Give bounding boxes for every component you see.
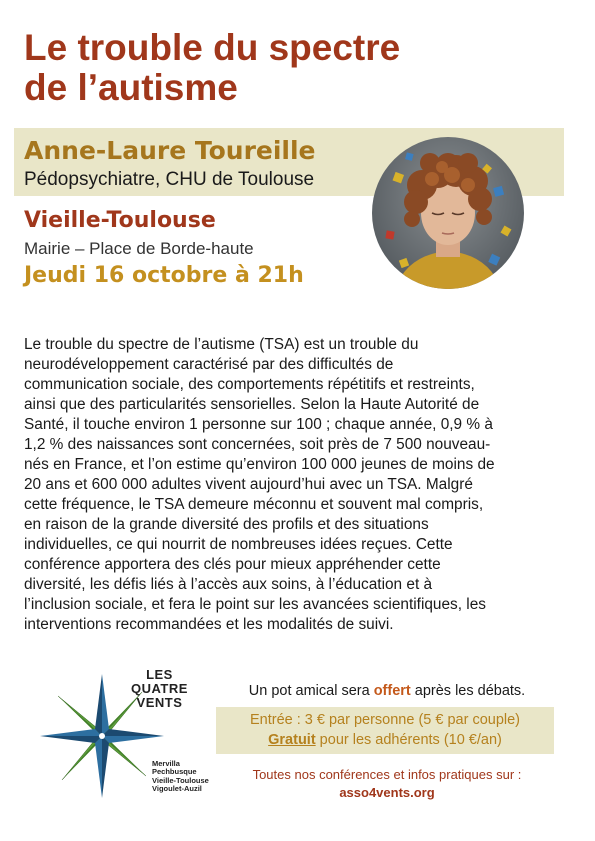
- description-line: nés en France, et l’on estime qu’environ 100 000 jeunes de moins de: [24, 456, 495, 473]
- description-line: individuelles, ce qui nourrit de nombreuses idées reçues. Cette: [24, 536, 453, 553]
- description-line: en raison de la grande diversité des profils et des situations: [24, 516, 429, 533]
- logo-town: Mervilla: [152, 759, 180, 768]
- description-line: 1,2 % des naissances sont concernées, soit près de 7 500 nouveau-: [24, 436, 491, 453]
- description-line: diversité, les défis liés à l’accès aux soins, à l’éducation et à: [24, 576, 433, 593]
- logo-line-3: VENTS: [136, 695, 183, 710]
- association-logo-wordmark: [131, 668, 188, 710]
- member-price-text: pour les adhérents (10 €/an): [315, 732, 502, 748]
- description-line: communication sociale, des comportements répétitifs et restreints,: [24, 376, 475, 393]
- description-line: 20 ans et 600 000 adultes vivent aujourd’hui avec un TSA. Malgré: [24, 476, 473, 493]
- logo-towns: [152, 760, 209, 794]
- website-link[interactable]: asso4vents.org: [339, 785, 435, 800]
- logo-town: Pechbusque: [152, 767, 197, 777]
- reception-before: Un pot amical sera: [248, 683, 374, 699]
- event-place: Mairie – Place de Borde-haute: [24, 239, 254, 258]
- reception-note: [228, 682, 546, 700]
- event-date: Jeudi 16 octobre à 21h: [24, 263, 304, 288]
- description-paragraph: [24, 335, 552, 635]
- logo-line-2: QUATRE: [131, 681, 188, 696]
- footer-info: Toutes nos conférences et infos pratiques sur :: [252, 767, 522, 782]
- entry-price-line: Entrée : 3 € par personne (5 € par couple): [249, 712, 521, 728]
- title-line-2: de l’autisme: [24, 67, 238, 108]
- logo-town: Vigoulet-Auzil: [152, 784, 202, 794]
- description-line: ainsi que des particularités sensorielles. Selon la Haute Autorité de: [24, 396, 480, 413]
- description-line: cette fréquence, le TSA demeure méconnu et souvent mal compris,: [24, 496, 484, 513]
- reception-highlight: offert: [373, 683, 411, 699]
- description-line: Santé, il touche environ 1 personne sur 100 ; chaque année, 0,9 % à: [24, 416, 493, 433]
- member-price-line: [216, 731, 554, 749]
- title-line-1: Le trouble du spectre: [24, 27, 401, 68]
- reception-after: après les débats.: [410, 683, 526, 699]
- description-line: l’inclusion sociale, et fera le point sur les avancées scientifiques, les: [24, 596, 486, 613]
- poster-title: [24, 28, 544, 108]
- description-line: neurodéveloppement caractérisé par des difficultés de: [24, 356, 394, 373]
- logo-town: Vieille-Toulouse: [152, 775, 209, 785]
- speaker-role: Pédopsychiatre, CHU de Toulouse: [24, 169, 315, 190]
- speaker-name: Anne-Laure Toureille: [24, 136, 316, 165]
- logo-line-1: LES: [146, 667, 173, 682]
- description-line: interventions recommandées et les modalités de suivi.: [24, 616, 394, 633]
- event-city: Vieille-Toulouse: [24, 208, 216, 233]
- child-portrait-image: [372, 127, 524, 299]
- free-label: Gratuit: [268, 732, 316, 748]
- description-line: Le trouble du spectre de l’autisme (TSA) est un trouble du: [24, 336, 419, 353]
- description-line: conférence apportera des clés pour mieux appréhender cette: [24, 556, 441, 573]
